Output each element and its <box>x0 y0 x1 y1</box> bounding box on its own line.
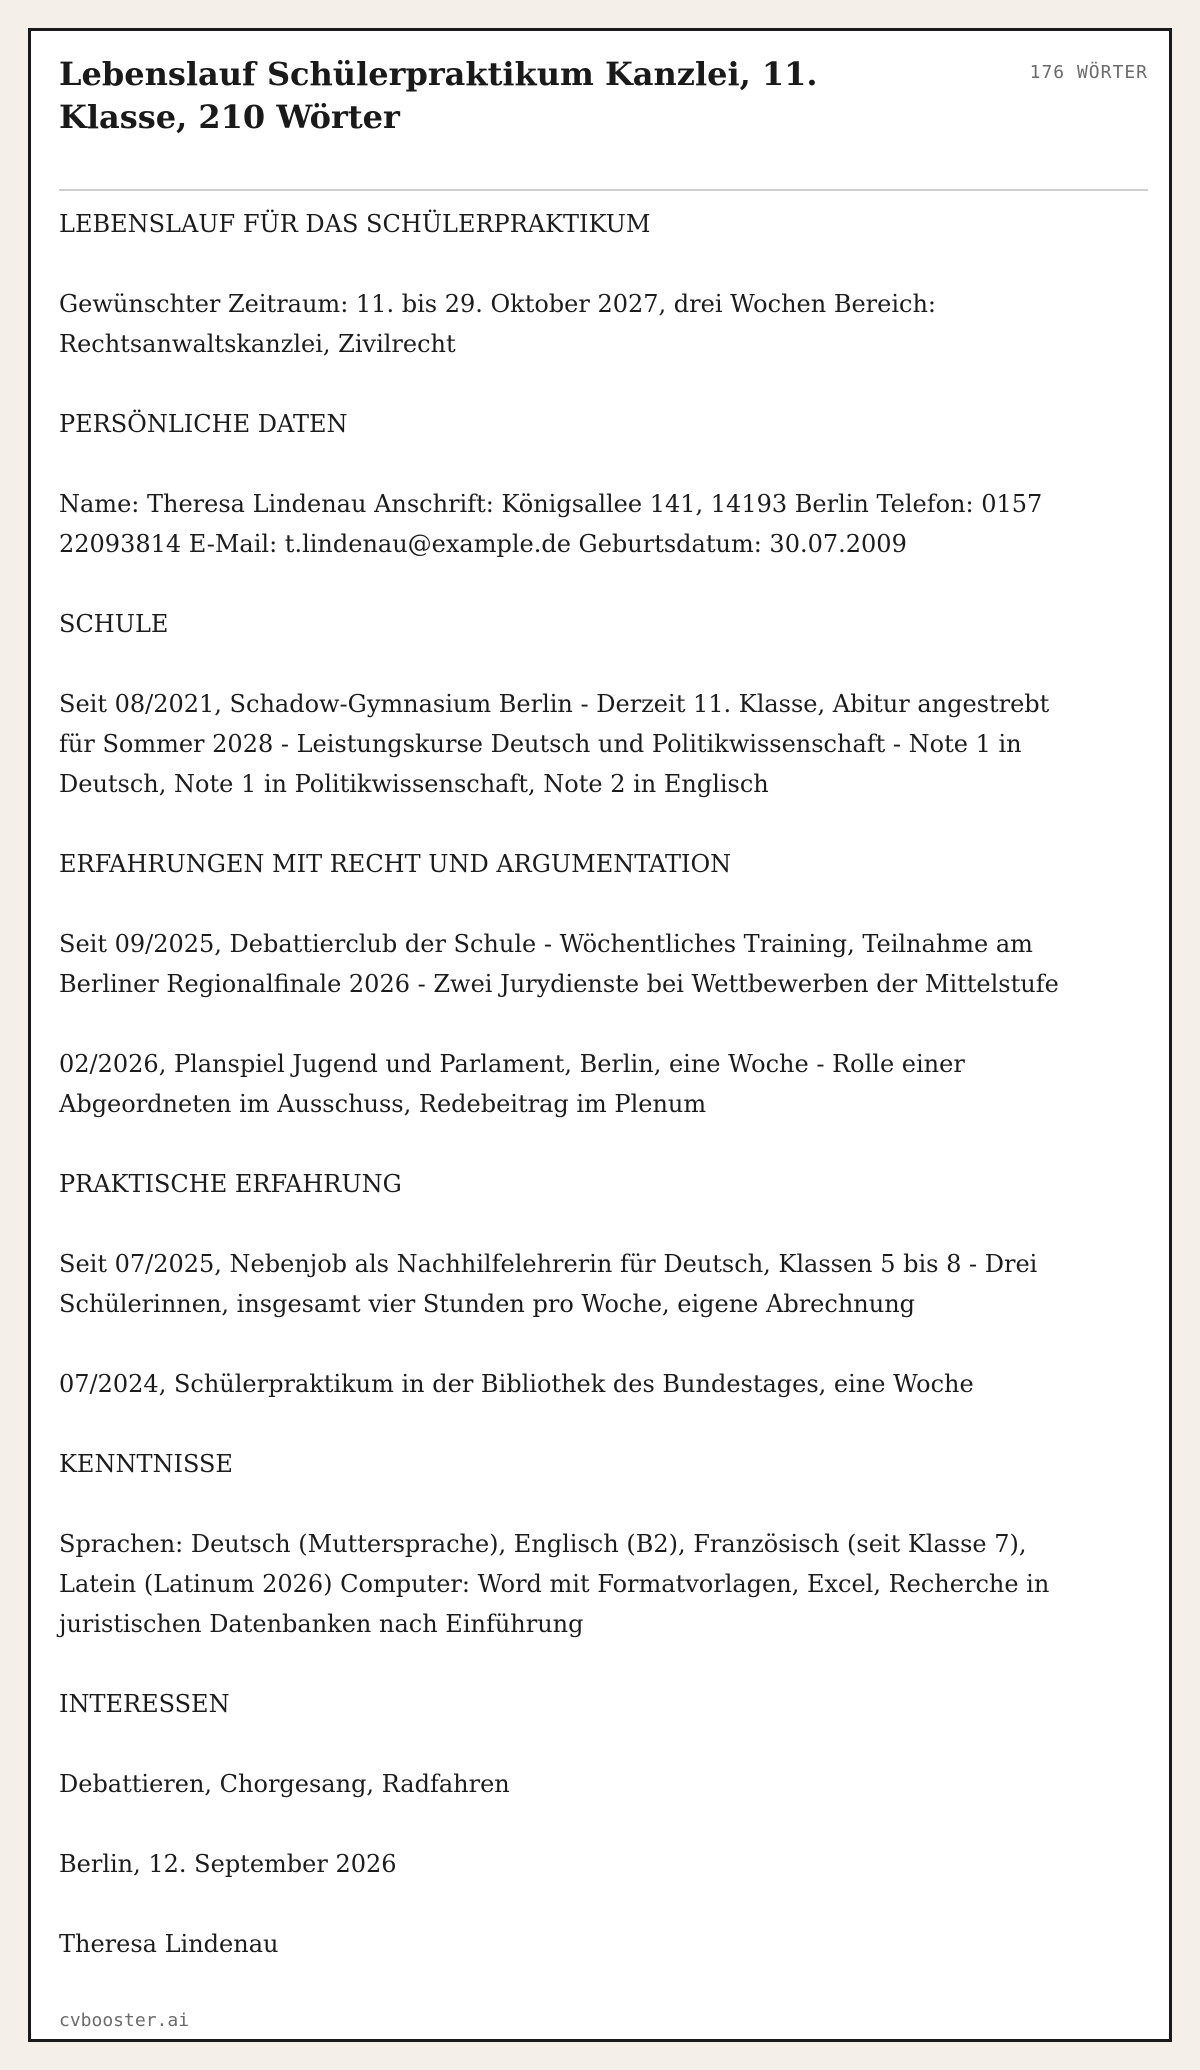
paragraph-library-internship: 07/2024, Schülerpraktikum in der Bibliothek des Bundestages, eine Woche <box>59 1370 974 1398</box>
paragraph-signature-name: Theresa Lindenau <box>59 1930 279 1958</box>
section-heading-personal: PERSÖNLICHE DATEN <box>59 410 348 438</box>
word-count-label: 176 WÖRTER <box>1029 62 1148 83</box>
paragraph-place-date: Berlin, 12. September 2026 <box>59 1850 397 1878</box>
document-body <box>59 204 1079 1964</box>
paragraph-debate-club: Seit 09/2025, Debattierclub der Schule - Wöchentliches Training, Teilnahme am Berliner Regionalfinale 2026 - Zwei Jurydienste bei Wettbewerben der Mittelstufe <box>59 930 1059 998</box>
paragraph-period: Gewünschter Zeitraum: 11. bis 29. Oktober 2027, drei Wochen Bereich: Rechtsanwaltskanzlei, Zivilrecht <box>59 290 936 358</box>
document-page <box>28 28 1172 2042</box>
section-heading-law-experience: ERFAHRUNGEN MIT RECHT UND ARGUMENTATION <box>59 850 732 878</box>
paragraph-personal-data: Name: Theresa Lindenau Anschrift: Königsallee 141, 14193 Berlin Telefon: 0157 22093814 E-Mail: t.lindenau@example.de Geburtsdatum: 30.07.2009 <box>59 490 1043 558</box>
section-heading-skills: KENNTNISSE <box>59 1450 233 1478</box>
paragraph-skills: Sprachen: Deutsch (Muttersprache), Englisch (B2), Französisch (seit Klasse 7), Latein (Latinum 2026) Computer: Word mit Formatvorlagen, Excel, Recherche in juristischen Datenbanken nach Einführung <box>59 1530 1050 1638</box>
section-heading-interests: INTERESSEN <box>59 1690 230 1718</box>
document-title: Lebenslauf Schülerpraktikum Kanzlei, 11. Klasse, 210 Wörter <box>59 55 818 136</box>
paragraph-tutoring: Seit 07/2025, Nebenjob als Nachhilfelehrerin für Deutsch, Klassen 5 bis 8 - Drei Schülerinnen, insgesamt vier Stunden pro Woche, eigene Abrechnung <box>59 1250 1038 1318</box>
section-heading-school: SCHULE <box>59 610 169 638</box>
document-header <box>59 53 1148 191</box>
paragraph-school: Seit 08/2021, Schadow-Gymnasium Berlin - Derzeit 11. Klasse, Abitur angestrebt für Sommer 2028 - Leistungskurse Deutsch und Politikwissenschaft - Note 1 in Deutsch, Note 1 in Politikwissenschaft, Note 2 in Englisch <box>59 690 1050 798</box>
paragraph-interests: Debattieren, Chorgesang, Radfahren <box>59 1770 510 1798</box>
paragraph-planspiel: 02/2026, Planspiel Jugend und Parlament, Berlin, eine Woche - Rolle einer Abgeordneten im Ausschuss, Redebeitrag im Plenum <box>59 1050 965 1118</box>
section-heading-title: LEBENSLAUF FÜR DAS SCHÜLERPRAKTIKUM <box>59 210 651 238</box>
section-heading-practical: PRAKTISCHE ERFAHRUNG <box>59 1170 402 1198</box>
footer-brand: cvbooster.ai <box>59 2010 190 2031</box>
